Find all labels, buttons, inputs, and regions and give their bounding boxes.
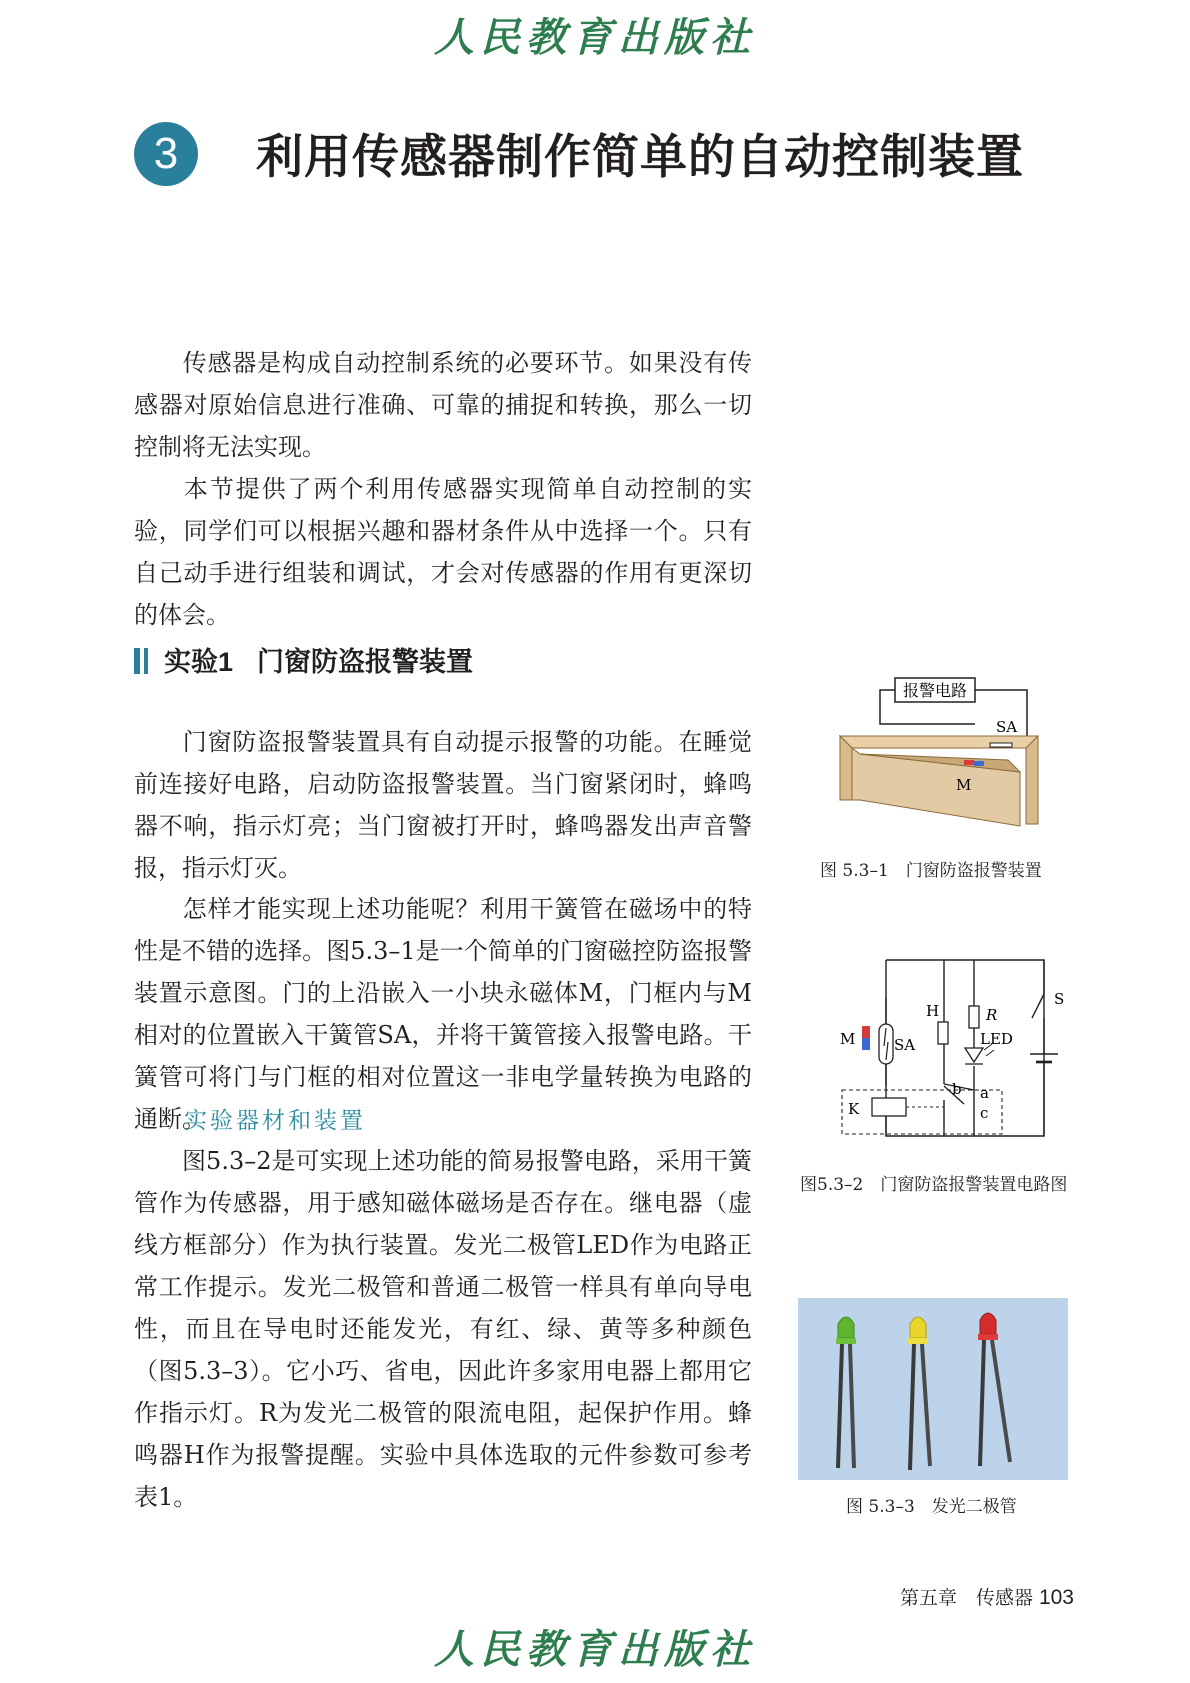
circuit-a-label: a — [980, 1084, 989, 1102]
experiment-title: 门窗防盗报警装置 — [257, 647, 474, 677]
resistor-symbol — [969, 1006, 979, 1028]
page-number: 103 — [1038, 1586, 1074, 1609]
circuit-c-label: c — [980, 1104, 989, 1122]
body-paragraph-2: 怎样才能实现上述功能呢？利用干簧管在磁场中的特性是不错的选择。图5.3–1是一个简单的门窗磁控防盗报警装置示意图。门的上沿嵌入一小块永磁体M，门框内与M相对的位置嵌入干簧管SA，并将干簧管接入报警电路。干簧管可将门与门框的相对位置这一非电学量转换为电路的通断。 — [134, 895, 752, 1133]
publisher-logo-bottom: 人民教育出版社 — [434, 1626, 756, 1673]
circuit-led-label: LED — [980, 1030, 1013, 1048]
circuit-b-label: b — [952, 1080, 962, 1098]
magnet-south — [974, 761, 984, 766]
intro-paragraph-1: 传感器是构成自动控制系统的必要环节。如果没有传感器对原始信息进行准确、可靠的捕捉和转换，那么一切控制将无法实现。 — [134, 349, 752, 461]
magnet-m-label: M — [956, 776, 972, 794]
circuit-magnet-south — [862, 1038, 870, 1050]
figure-door-alarm — [830, 676, 1060, 838]
circuit-magnet-north — [862, 1026, 870, 1038]
circuit-s-label: S — [1054, 990, 1065, 1008]
figure-led-photo — [798, 1298, 1068, 1480]
led-symbol — [965, 1048, 983, 1062]
circuit-r-label: R — [986, 1006, 998, 1024]
figure-caption-5-3-3: 图 5.3–3 发光二极管 — [846, 1497, 1017, 1517]
intro-paragraph-2: 本节提供了两个利用传感器实现简单自动控制的实验，同学们可以根据兴趣和器材条件从中选择一个。只有自己动手进行组装和调试，才会对传感器的作用有更深切的体会。 — [134, 475, 752, 629]
footer-chapter: 第五章 传感器 — [899, 1587, 1033, 1609]
magnet-north — [964, 760, 974, 765]
circuit-sa-label: SA — [894, 1036, 916, 1054]
publisher-logo-top: 人民教育出版社 — [434, 14, 756, 61]
relay-dashed-box — [842, 1090, 1002, 1134]
figure-caption-5-3-2: 图5.3–2 门窗防盗报警装置电路图 — [800, 1175, 1068, 1195]
buzzer-symbol — [938, 1022, 948, 1044]
figure-circuit-diagram — [832, 958, 1070, 1138]
heading-bar-icon — [134, 648, 140, 674]
body-paragraph-3: 图5.3–2是可实现上述功能的简易报警电路，采用干簧管作为传感器，用于感知磁体磁场是否存在。继电器（虚线方框部分）作为执行装置。发光二极管LED作为电路正常工作提示。发光二极管和普通二极管一样具有单向导电性，而且在导电时还能发光，有红、绿、黄等多种颜色（图5.3–3）。它小巧、省电，因此许多家用电器上都用它作指示灯。R为发光二极管的限流电阻，起保护作用。蜂鸣器H作为报警提醒。实验中具体选取的元件参数可参考表1。 — [134, 1147, 752, 1511]
sa-label: SA — [996, 718, 1018, 736]
section-title: 利用传感器制作简单的自动控制装置 — [256, 130, 1024, 185]
experiment-heading — [134, 640, 473, 679]
body-paragraph-1: 门窗防盗报警装置具有自动提示报警的功能。在睡觉前连接好电路，启动防盗报警装置。当门窗紧闭时，蜂鸣器不响，指示灯亮；当门窗被打开时，蜂鸣器发出声音警报，指示灯灭。 — [134, 728, 752, 882]
experiment-label: 实验1 — [164, 647, 234, 677]
circuit-h-label: H — [926, 1002, 940, 1020]
subheading-materials: 实验器材和装置 — [184, 1108, 366, 1134]
circuit-k-label: K — [848, 1100, 860, 1118]
section-number-badge: 3 — [134, 122, 198, 186]
page-footer — [900, 1583, 1074, 1610]
relay-coil — [872, 1098, 906, 1116]
figure-caption-5-3-1: 图 5.3–1 门窗防盗报警装置 — [820, 861, 1042, 881]
reed-switch-sa — [990, 743, 1012, 747]
circuit-m-label: M — [840, 1030, 856, 1048]
alarm-circuit-label: 报警电路 — [902, 681, 968, 700]
